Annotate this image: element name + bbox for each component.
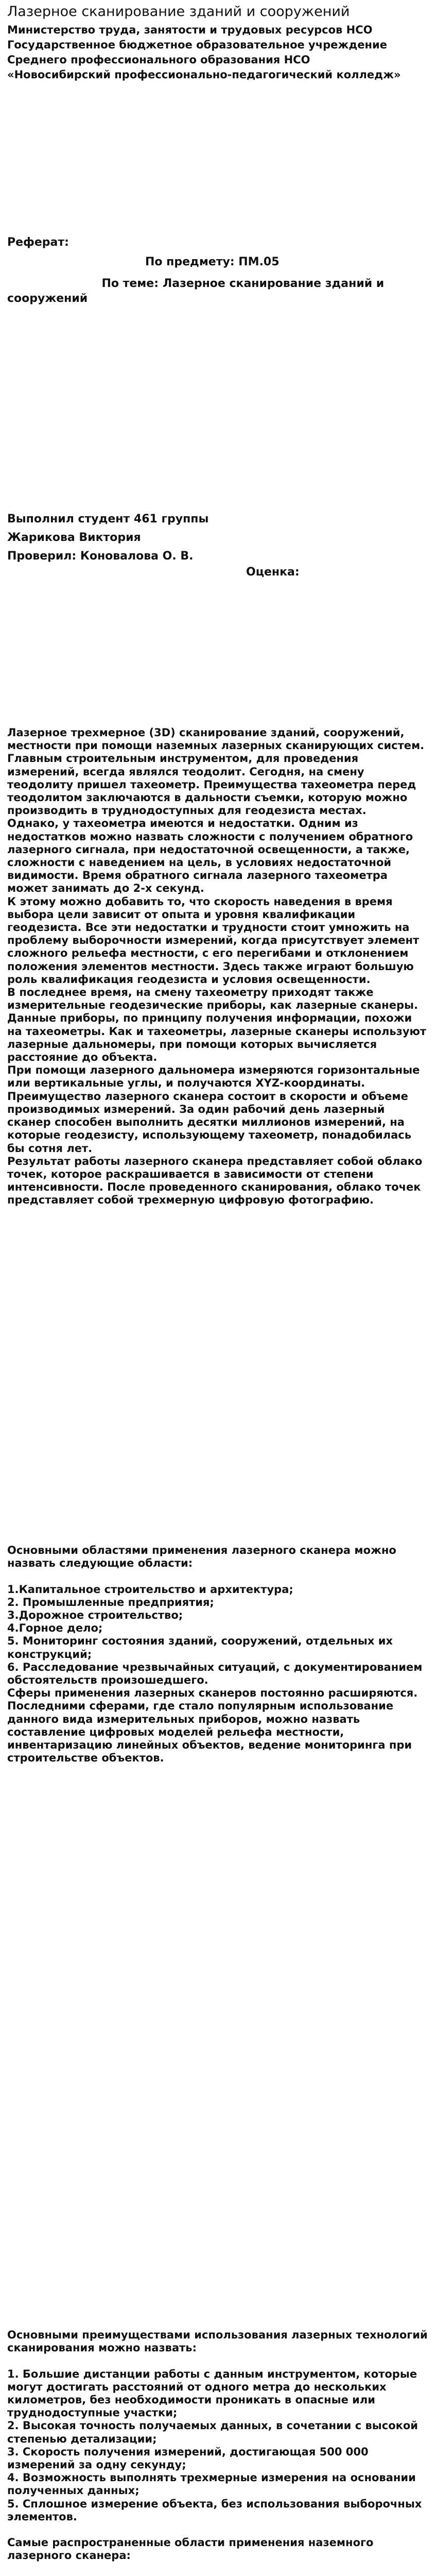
org-line-ministry: Министерство труда, занятости и трудовых ресурсов НСО bbox=[7, 24, 373, 36]
report-label: Реферат: bbox=[7, 236, 69, 249]
intro-text-block: Лазерное трехмерное (3D) сканирование зданий, сооружений, местности при помощи наземных лазерных сканирующих систем. Главным строительным инструментом, для проведения измерений, всегда являлся теодолит. Сегодня, на смену теодолиту пришел тахеометр. Преимущества тахеометра перед теодолитом заключаются в дальности съемки, которую можно производить в труднодоступных для геодезиста местах. Однако, у тахеометра имеются и недостатки. Одним из недостатков можно назвать сложности с получением обратного лазерного сигнала, при недостаточной освещенности, а также, сложности с наведением на цель, в условиях недостаточной видимости. Время обратного сигнала лазерного тахеометра может занимать до 2-х секунд. К этому можно добавить то, что скорость наведения в время выбора цели зависит от опыта и уровня квалификации геодезиста. Все эти недостатки и трудности стоит умножить на проблему выборочности измерений, когда присутствует элемент сложного рельефа местности, с его перегибами и отклонением положения элементов местности. Здесь также играют большую роль квалификация геодезиста и условия освещенности. В последнее время, на смену тахеометру приходят также измерительные геодезические приборы, как лазерные сканеры. Данные приборы, по принципу получения информации, похожи на тахеометры. Как и тахеометры, лазерные сканеры используют лазерные дальномеры, при помощи которых вычисляется расстояние до объекта. При помощи лазерного дальномера измеряются горизонтальные или вертикальные углы, и получаются XYZ-координаты. Преимущество лазерного сканера состоит в скорости и объеме производимых измерений. За один рабочий день лазерный сканер способен выполнить десятки миллионов измерений, на которые геодезисту, использующему тахеометр, понадобилась бы сотня лет. Результат работы лазерного сканера представляет собой облако точек, которое раскрашивается в зависимости от степени интенсивности. После проведенного сканирования, облако точек представляет собой трехмерную цифровую фотографию. bbox=[7, 726, 427, 1207]
student-info bbox=[7, 510, 208, 566]
checked-by-line: Проверил: Коновалова О. В. bbox=[7, 550, 194, 563]
topic-prefix: По теме: bbox=[101, 277, 159, 290]
grade-label: Оценка: bbox=[246, 566, 300, 579]
document-title: Лазерное сканирование зданий и сооружений bbox=[7, 4, 350, 20]
student-group-line: Выполнил студент 461 группы bbox=[7, 513, 209, 526]
org-line-institution: Государственное бюджетное образовательное учреждение bbox=[7, 39, 387, 51]
advantages-block: Основными преимуществами использования лазерных технологий сканирования можно назвать: 1. Большие дистанции работы с данным инструментом, которые могут достигать расстояний от одного метра до нескольких километров, без необходимости проникать в опасные или труднодоступные участки; 2. Высокая точность получаемых данных, в сочетании с высокой степенью детализации; 3. Скорость получения измерений, достигающая 500 000 измерений за одну секунду; 4. Возможность выполнять трехмерные измерения на основании полученных данных; 5. Сплошное измерение объекта, без использования выборочных элементов. Самые распространенные области применения наземного лазерного сканера: bbox=[7, 2329, 428, 2562]
organization-header bbox=[7, 23, 429, 82]
topic-text: Лазерное сканирование зданий и сооружений bbox=[7, 277, 385, 305]
org-line-education: Среднего профессионального образования НСО bbox=[7, 54, 310, 66]
application-areas-block: Основными областями применения лазерного сканера можно назвать следующие области: 1.Капитальное строительство и архитектура; 2. Промышленные предприятия; 3.Дорожное строительство; 4.Горное дело; 5. Мониторинг состояния зданий, сооружений, отдельных их конструкций; 6. Расследование чрезвычайных ситуаций, с документированием обстоятельств произошедшего. Сферы применения лазерных сканеров постоянно расширяются. Последними сферами, где стало популярным использование данного вида измерительных приборов, можно назвать составление цифровых моделей рельефа местности, инвентаризацию линейных объектов, ведение мониторинга при строительстве объектов. bbox=[7, 1544, 423, 1765]
student-name-line: Жарикова Виктория bbox=[7, 531, 141, 544]
org-line-college: «Новосибирский профессионально-педагогический колледж» bbox=[7, 69, 401, 81]
report-topic bbox=[7, 276, 419, 306]
report-subject: По предмету: ПМ.05 bbox=[145, 256, 280, 268]
